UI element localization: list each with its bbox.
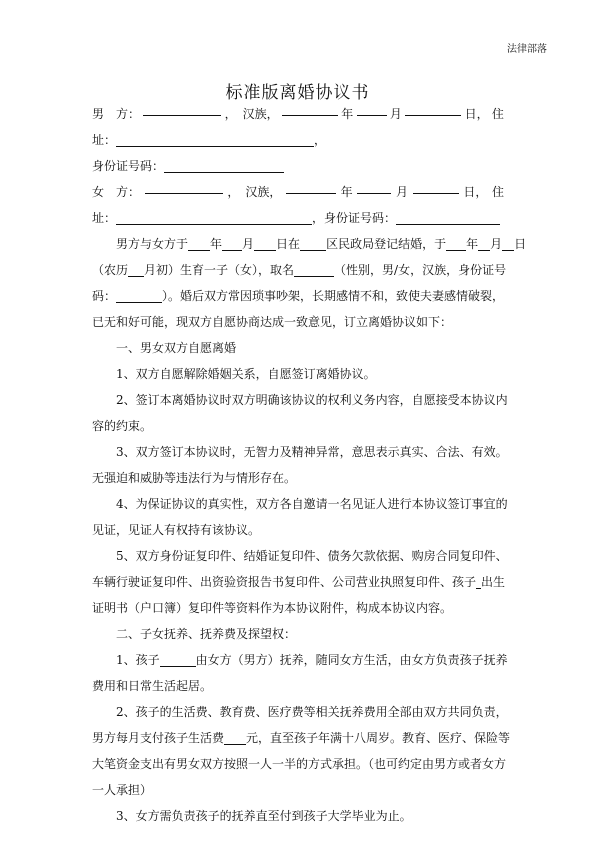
blank (286, 179, 336, 194)
clause-1-2b: 容的约束。 (92, 419, 153, 433)
brand-label: 法律部落 (507, 44, 547, 55)
male-address-line: 址： ， (92, 133, 327, 147)
blank (396, 210, 500, 225)
document-body (92, 101, 527, 829)
clause-1-5a: 5、双方身份证复印件、结婚证复印件、债务欠款依据、购房合同复印件、 (116, 549, 508, 563)
section-2-heading: 二、子女抚养、抚养费及探望权： (116, 627, 297, 641)
clause-2-2b: 男方每月支付孩子生活费 元，直至孩子年满十八周岁。教育、医疗、保险等 (92, 731, 511, 745)
blank (145, 179, 223, 194)
blank (282, 101, 338, 116)
clause-2-1a: 1、孩子 由女方（男方）抚养，随同女方生活，由女方负责孩子抚养 (116, 653, 508, 667)
clause-2-2c: 大笔资金支出有男女双方按照一人一半的方式承担。（也可约定由男方或者女方 (92, 757, 507, 771)
intro-line-3: 码： ）。婚后双方常因琐事吵架，长期感情不和，致使夫妻感情破裂， (92, 289, 505, 303)
female-party-line: 女 方： ， 汉族， 年 月 日， 住 (92, 179, 504, 205)
male-id-line: 身份证号码： (92, 153, 504, 179)
clause-1-5c: 证明书（户口簿）复印件等资料作为本协议附件，构成本协议内容。 (92, 601, 453, 615)
blank (357, 179, 391, 194)
clause-2-3: 3、女方需负责孩子的抚养直至付到孩子大学毕业为止。 (116, 809, 412, 823)
clause-1-4b: 见证，见证人有权持有该协议。 (92, 523, 261, 537)
intro-line-4: 已无和好可能，现双方自愿协商达成一致意见，订立离婚协议如下： (92, 315, 453, 329)
section-1-heading: 一、男女双方自愿离婚 (116, 341, 237, 355)
blank (143, 101, 221, 116)
male-party-line: 男 方： ， 汉族， 年 月 日， 住 (92, 101, 504, 127)
blank (164, 158, 284, 173)
clause-1-3a: 3、双方签订本协议时，无智力及精神异常，意思表示真实、合法、有效。 (116, 445, 508, 459)
clause-2-2d: 一人承担） (92, 783, 153, 797)
blank (413, 179, 459, 194)
clause-1-1: 1、双方自愿解除婚姻关系，自愿签订离婚协议。 (116, 367, 376, 381)
blank (357, 101, 387, 116)
clause-2-2a: 2、孩子的生活费、教育费、医疗费等相关抚养费用全部由双方共同负责， (116, 705, 508, 719)
blank (116, 210, 312, 225)
blank (116, 132, 314, 147)
clause-2-1b: 费用和日常生活起居。 (92, 679, 213, 693)
blank (405, 101, 461, 116)
intro-line-2: （农历 月初）生育一子（女），取名 （性别，男/女，汉族，身份证号 (92, 263, 507, 277)
intro-line-1: 男方与女方于 年 月 日在 区民政局登记结婚，于 年 月 日 (116, 237, 527, 251)
female-address-line: 址： ，身份证号码： (92, 205, 504, 231)
clause-1-4a: 4、为保证协议的真实性，双方各自邀请一名见证人进行本协议签订事宜的 (116, 497, 508, 511)
clause-1-3b: 无强迫和威胁等违法行为与情形存在。 (92, 471, 297, 485)
document-title: 标准版离婚协议书 (225, 83, 370, 103)
clause-1-2a: 2、签订本离婚协议时双方明确该协议的权利义务内容，自愿接受本协议内 (116, 393, 508, 407)
clause-1-5b: 车辆行驶证复印件、出资验资报告书复印件、公司营业执照复印件、孩子 出生 (92, 575, 506, 589)
